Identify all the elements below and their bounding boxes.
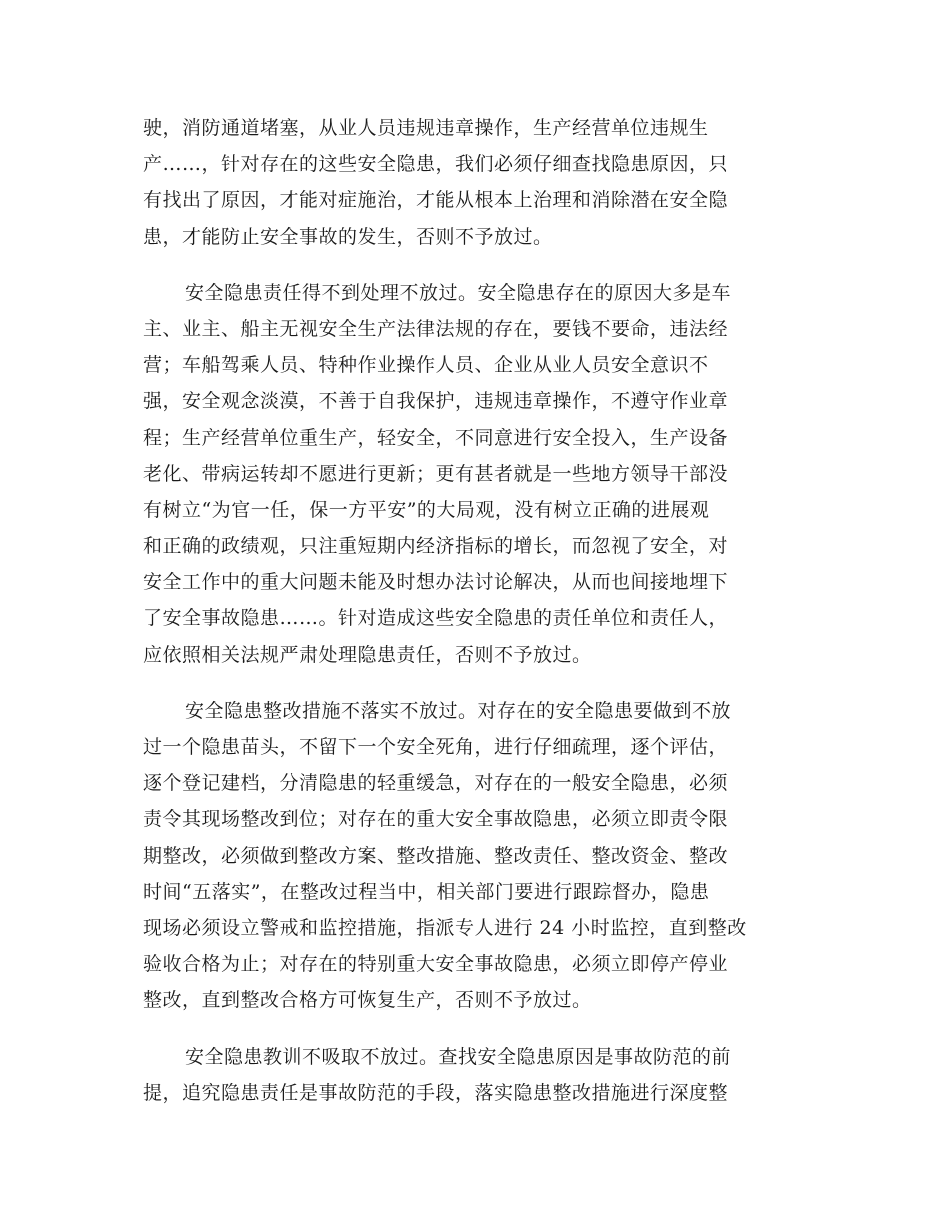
text-line: 患，才能防止安全事故的发生，否则不予放过。	[143, 225, 553, 248]
paragraph-3	[143, 693, 807, 1019]
text-line: 驶，消防通道堵塞，从业人员违规违章操作，生产经营单位违规生	[143, 117, 709, 139]
text-line: 现场必须设立警戒和监控措施，指派专人进行 24 小时监控，直到整改	[143, 916, 747, 939]
text-line: 提，追究隐患责任是事故防范的手段，落实隐患整改措施进行深度整	[143, 1081, 729, 1104]
text-line: 整改，直到整改合格方可恢复生产，否则不予放过。	[143, 989, 592, 1012]
text-line: 责令其现场整改到位；对存在的重大安全事故隐患，必须立即责令限	[143, 808, 729, 831]
text-line: 营；车船驾乘人员、特种作业操作人员、企业从业人员安全意识不	[143, 354, 709, 377]
text-line: 强，安全观念淡漠，不善于自我保护，违规违章操作，不遵守作业章	[143, 390, 729, 413]
text-line: 老化、带病运转却不愿进行更新；更有甚者就是一些地方领导干部没	[143, 462, 729, 485]
text-line: 安全隐患整改措施不落实不放过。对存在的安全隐患要做到不放	[185, 699, 732, 722]
text-line: 安全隐患责任得不到处理不放过。安全隐患存在的原因大多是车	[185, 281, 732, 304]
text-line: 应依照相关法规严肃处理隐患责任，否则不予放过。	[143, 643, 592, 666]
text-line: 验收合格为止；对存在的特别重大安全事故隐患，必须立即停产停业	[143, 953, 729, 976]
text-line: 程；生产经营单位重生产，轻安全，不同意进行安全投入，生产设备	[143, 426, 729, 449]
text-line: 了安全事故隐患……。针对造成这些安全隐患的责任单位和责任人，	[143, 607, 729, 630]
text-line: 安全隐患教训不吸取不放过。查找安全隐患原因是事故防范的前	[185, 1045, 732, 1068]
document-page	[143, 110, 807, 1131]
text-line: 期整改，必须做到整改方案、整改措施、整改责任、整改资金、整改	[143, 844, 729, 867]
text-line: 有找出了原因，才能对症施治，才能从根本上治理和消除潜在安全隐	[143, 189, 729, 212]
text-line: 安全工作中的重大问题未能及时想办法讨论解决，从而也间接地埋下	[143, 571, 729, 594]
text-line: 时间“五落实”，在整改过程当中，相关部门要进行跟踪督办，隐患	[143, 880, 710, 903]
text-line: 产……，针对存在的这些安全隐患，我们必须仔细查找隐患原因，只	[143, 153, 729, 176]
paragraph-4	[143, 1039, 807, 1111]
text-line: 主、业主、船主无视安全生产法律法规的存在，要钱不要命，违法经	[143, 317, 729, 340]
paragraph-2	[143, 275, 807, 673]
text-line: 和正确的政绩观，只注重短期内经济指标的增长，而忽视了安全，对	[143, 535, 729, 558]
text-line: 过一个隐患苗头，不留下一个安全死角，进行仔细疏理，逐个评估，	[143, 736, 729, 758]
text-line: 有树立“为官一任，保一方平安”的大局观，没有树立正确的进展观	[143, 498, 710, 521]
text-line: 逐个登记建档，分清隐患的轻重缓急，对存在的一般安全隐患，必须	[143, 772, 729, 795]
paragraph-1	[143, 110, 807, 255]
